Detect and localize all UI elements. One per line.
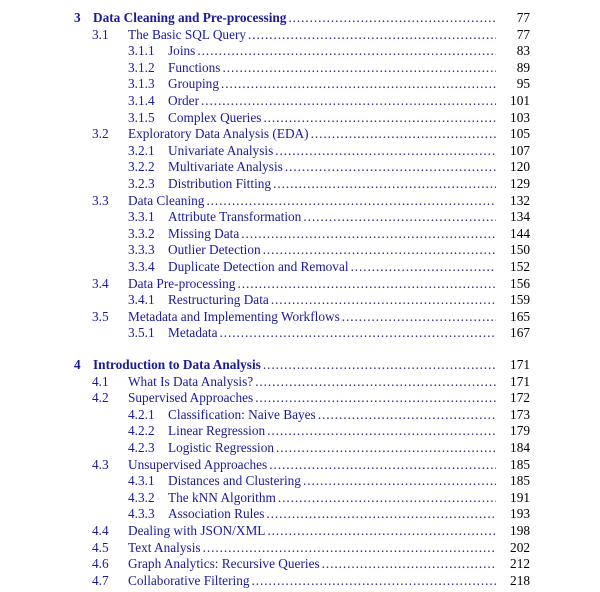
toc-entry-number: 4.5 — [92, 539, 109, 555]
toc-entry-title[interactable]: Supervised Approaches — [128, 390, 254, 406]
toc-entry-title[interactable]: Multivariate Analysis — [168, 159, 283, 175]
toc-entry-number: 3.3.3 — [128, 242, 155, 258]
toc-entry-number: 4.3.2 — [128, 489, 155, 505]
toc-entry-page: 77 — [516, 10, 530, 25]
toc-entry-number: 3.2.3 — [128, 176, 155, 191]
dot-leader — [255, 390, 496, 406]
toc-entry-page: 202 — [510, 539, 530, 555]
toc-entry[interactable] — [0, 76, 600, 92]
dot-leader — [241, 226, 496, 242]
toc-entry[interactable] — [0, 407, 600, 423]
toc-entry[interactable] — [0, 556, 600, 572]
toc-entry-title[interactable]: Missing Data — [168, 225, 240, 241]
toc-entry-title[interactable]: Complex Queries — [168, 109, 262, 125]
toc-entry-page: 129 — [510, 176, 530, 191]
toc-entry-title[interactable]: Distances and Clustering — [168, 473, 301, 489]
toc-entry[interactable] — [0, 325, 600, 341]
dot-leader — [267, 523, 496, 539]
dot-leader — [269, 457, 496, 473]
toc-entry[interactable] — [0, 27, 600, 43]
toc-entry-title[interactable]: Unsupervised Approaches — [128, 456, 268, 472]
toc-entry-number: 3.1.3 — [128, 76, 155, 92]
toc-entry-title[interactable]: Outlier Detection — [168, 242, 261, 258]
toc-chapter-entry[interactable] — [0, 357, 600, 373]
toc-entry-title[interactable]: The Basic SQL Query — [128, 26, 247, 42]
dot-leader — [322, 556, 496, 572]
toc-entry-number: 4.1 — [92, 373, 109, 389]
toc-entry-number: 3.4 — [92, 275, 109, 291]
dot-leader — [275, 143, 496, 159]
toc-entry-page: 185 — [510, 473, 530, 489]
toc-entry-page: 191 — [510, 489, 530, 505]
toc-entry-page: 167 — [510, 325, 530, 341]
toc-entry-number: 4.3.1 — [128, 473, 155, 489]
toc-entry-title[interactable]: Association Rules — [168, 506, 265, 522]
toc-entry-page: 89 — [516, 59, 530, 75]
toc-entry[interactable] — [0, 143, 600, 159]
toc-entry-page: 198 — [510, 523, 530, 538]
toc-entry-number: 4.2 — [92, 390, 109, 406]
toc-entry-title[interactable]: Data Pre-processing — [128, 275, 236, 291]
toc-entry-number: 3.3.2 — [128, 225, 155, 241]
toc-entry-title[interactable]: Order — [168, 93, 200, 108]
toc-entry-title[interactable]: Classification: Naive Bayes — [168, 406, 316, 422]
toc-entry-title[interactable]: Duplicate Detection and Removal — [168, 259, 349, 274]
toc-entry-title[interactable]: Grouping — [168, 76, 219, 92]
toc-entry-number: 3.1.4 — [128, 93, 155, 108]
toc-entry[interactable] — [0, 506, 600, 522]
toc-entry[interactable] — [0, 540, 600, 556]
toc-entry-title[interactable]: Functions — [168, 59, 221, 75]
toc-entry-title[interactable]: Data Cleaning and Pre-processing — [93, 10, 287, 25]
toc-entry-number: 3.5 — [92, 308, 109, 324]
toc-entry[interactable] — [0, 473, 600, 489]
dot-leader — [203, 540, 496, 556]
toc-entry-page: 103 — [510, 109, 530, 125]
toc-entry-page: 132 — [510, 192, 530, 208]
dot-leader — [342, 309, 496, 325]
toc-entry-page: 179 — [510, 423, 530, 439]
toc-entry-title[interactable]: Data Cleaning — [128, 192, 205, 208]
toc-entry[interactable] — [0, 390, 600, 406]
toc-entry-number: 4.7 — [92, 572, 109, 588]
toc-entry[interactable] — [0, 374, 600, 390]
toc-entry-title[interactable]: Attribute Transformation — [168, 209, 302, 225]
dot-leader — [278, 490, 496, 506]
toc-entry[interactable] — [0, 193, 600, 209]
toc-entry-title[interactable]: Joins — [168, 43, 196, 59]
dot-leader — [273, 176, 496, 192]
toc-entry-number: 4.2.3 — [128, 440, 155, 455]
toc-entry-page: 105 — [510, 126, 530, 142]
toc-entry-page: 212 — [510, 556, 530, 572]
toc-entry-number: 3.2.1 — [128, 142, 155, 158]
toc-entry[interactable] — [0, 457, 600, 473]
toc-entry-page: 156 — [510, 275, 530, 291]
dot-leader — [318, 407, 496, 423]
dot-leader — [303, 473, 496, 489]
dot-leader — [221, 76, 496, 92]
toc-entry-number: 4.2.1 — [128, 406, 155, 422]
dot-leader — [201, 93, 496, 109]
toc-entry[interactable] — [0, 209, 600, 225]
toc-entry[interactable] — [0, 60, 600, 76]
toc-entry[interactable] — [0, 309, 600, 325]
toc-entry-title[interactable]: Metadata and Implementing Workflows — [128, 308, 340, 324]
toc-entry-title[interactable]: The kNN Algorithm — [168, 489, 276, 505]
toc-entry-number: 3.1 — [92, 26, 109, 42]
toc-entry-page: 165 — [510, 308, 530, 324]
toc-entry-number: 3.3.4 — [128, 259, 155, 274]
dot-leader — [288, 10, 496, 26]
toc-entry-title[interactable]: Graph Analytics: Recursive Queries — [128, 556, 320, 572]
toc-entry-number: 3.2 — [92, 126, 109, 142]
toc-entry-number: 4.6 — [92, 556, 109, 572]
toc-entry-title[interactable]: Collaborative Filtering — [128, 572, 250, 588]
toc-entry-number: 3 — [74, 10, 81, 25]
toc-entry-page: 173 — [510, 406, 530, 422]
toc-entry-page: 134 — [510, 209, 530, 225]
toc-entry-title[interactable]: Distribution Fitting — [168, 176, 272, 191]
dot-leader — [263, 242, 496, 258]
dot-leader — [263, 110, 496, 126]
toc-entry[interactable] — [0, 523, 600, 539]
toc-entry-page: 159 — [510, 292, 530, 308]
toc-entry[interactable] — [0, 276, 600, 292]
dot-leader — [252, 573, 497, 589]
dot-leader — [237, 276, 496, 292]
toc-entry-number: 3.1.1 — [128, 43, 155, 59]
dot-leader — [285, 159, 496, 175]
toc-entry[interactable] — [0, 176, 600, 192]
toc-chapter-entry[interactable] — [0, 10, 600, 26]
toc-entry-page: 172 — [510, 390, 530, 406]
toc-entry-page: 77 — [516, 26, 530, 42]
dot-leader — [276, 440, 496, 456]
toc-entry-number: 4.3 — [92, 456, 109, 472]
toc-entry-title[interactable]: Logistic Regression — [168, 440, 274, 455]
toc-entry-page: 185 — [510, 456, 530, 472]
toc-entry-page: 193 — [510, 506, 530, 522]
dot-leader — [266, 506, 496, 522]
toc-entry[interactable] — [0, 126, 600, 142]
toc-entry-title[interactable]: Exploratory Data Analysis (EDA) — [128, 126, 309, 142]
toc-entry-number: 4.4 — [92, 523, 109, 538]
toc-entry-page: 107 — [510, 142, 530, 158]
dot-leader — [267, 423, 496, 439]
toc-entry-number: 3.3.1 — [128, 209, 155, 225]
dot-leader — [219, 325, 496, 341]
dot-leader — [255, 374, 496, 390]
toc-entry[interactable] — [0, 43, 600, 59]
dot-leader — [263, 357, 496, 373]
toc-entry[interactable] — [0, 110, 600, 126]
toc-entry-number: 4 — [74, 357, 81, 372]
toc-entry-title[interactable]: What Is Data Analysis? — [128, 373, 254, 389]
toc-entry-number: 3.4.1 — [128, 292, 155, 308]
dot-leader — [311, 126, 496, 142]
toc-entry[interactable] — [0, 259, 600, 275]
dot-leader — [248, 27, 496, 43]
toc-entry-number: 3.3 — [92, 192, 109, 208]
toc-entry[interactable] — [0, 159, 600, 175]
toc-entry[interactable] — [0, 226, 600, 242]
toc-entry[interactable] — [0, 573, 600, 589]
toc-entry-page: 218 — [510, 572, 530, 588]
toc-entry[interactable] — [0, 93, 600, 109]
dot-leader — [351, 259, 496, 275]
toc-entry-title[interactable]: Dealing with JSON/XML — [128, 523, 266, 538]
toc-entry-page: 120 — [510, 159, 530, 175]
dot-leader — [222, 60, 496, 76]
toc-entry-number: 4.2.2 — [128, 423, 155, 439]
toc-entry-page: 171 — [510, 373, 530, 389]
toc-entry[interactable] — [0, 292, 600, 308]
toc-entry-number: 4.3.3 — [128, 506, 155, 522]
toc-entry-title[interactable]: Metadata — [168, 325, 218, 341]
toc-entry-title[interactable]: Text Analysis — [128, 539, 201, 555]
dot-leader — [303, 209, 496, 225]
toc-entry[interactable] — [0, 423, 600, 439]
dot-leader — [206, 193, 496, 209]
toc-entry-title[interactable]: Restructuring Data — [168, 292, 269, 308]
toc-entry[interactable] — [0, 490, 600, 506]
toc-entry-page: 95 — [516, 76, 530, 92]
toc-entry-page: 152 — [510, 259, 530, 274]
dot-leader — [271, 292, 496, 308]
toc-entry-title[interactable]: Introduction to Data Analysis — [93, 357, 261, 372]
toc-entry-page: 171 — [510, 357, 530, 372]
toc-entry-number: 3.2.2 — [128, 159, 155, 175]
toc-entry-number: 3.5.1 — [128, 325, 155, 341]
toc-entry-page: 101 — [510, 93, 530, 108]
toc-entry[interactable] — [0, 242, 600, 258]
toc-entry-title[interactable]: Univariate Analysis — [168, 142, 274, 158]
dot-leader — [197, 43, 496, 59]
toc-entry-page: 150 — [510, 242, 530, 258]
toc-entry-number: 3.1.5 — [128, 109, 155, 125]
toc-entry-number: 3.1.2 — [128, 59, 155, 75]
toc-entry-page: 184 — [510, 440, 530, 455]
toc-entry-page: 83 — [516, 43, 530, 59]
toc-entry[interactable] — [0, 440, 600, 456]
toc-entry-page: 144 — [510, 225, 530, 241]
toc-entry-title[interactable]: Linear Regression — [168, 423, 266, 439]
